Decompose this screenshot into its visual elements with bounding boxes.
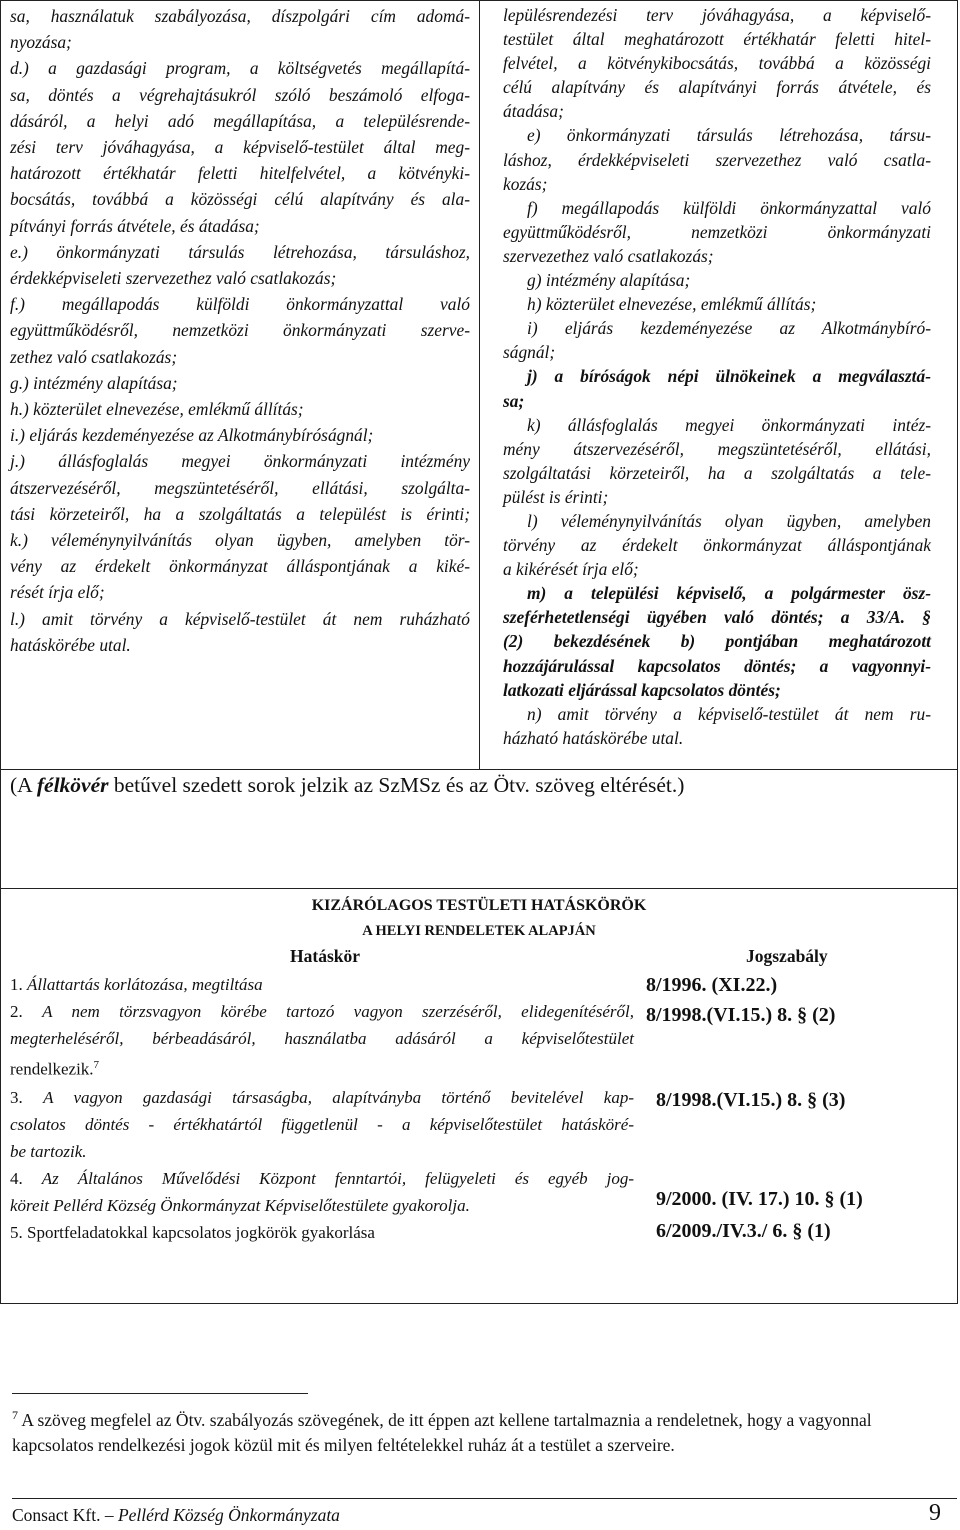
right-line-bold: j) a bíróságok népi ülnökeinek a megválasztá- bbox=[527, 366, 931, 387]
footer-rule bbox=[12, 1498, 957, 1499]
footer-dash: – bbox=[100, 1505, 118, 1525]
footer bbox=[12, 1505, 340, 1526]
left-line: f.) megállapodás külföldi önkormányzattal való bbox=[10, 294, 470, 315]
row-text: A vagyon gazdasági társaságba, alapítványba történő bevitelével kap- bbox=[43, 1088, 635, 1107]
right-line: szervezethez való csatlakozás; bbox=[503, 245, 714, 266]
left-line: k.) véleménynyilvánítás olyan ügyben, amelyben tör- bbox=[10, 530, 470, 551]
row-text-last bbox=[10, 1052, 634, 1083]
footnote-ref[interactable]: 7 bbox=[93, 1059, 100, 1071]
right-line-bold: szeférhetetlenségi ügyében való döntés; a 33/A. § bbox=[503, 607, 931, 628]
left-line: átszervezéséről, megszüntetéséről, ellátási, szolgálta- bbox=[10, 477, 470, 498]
left-line: sa, használatuk szabályozása, díszpolgári cím adomá- bbox=[10, 6, 470, 26]
right-line: pülést is érinti; bbox=[503, 486, 609, 507]
right-line: e) önkormányzati társulás létrehozása, társu- bbox=[527, 125, 931, 146]
note-rest: betűvel szedett sorok jelzik az SzMSz és az Ötv. szöveg eltérését.) bbox=[108, 773, 685, 797]
table-row bbox=[10, 998, 634, 1025]
table-title: KIZÁRÓLAGOS TESTÜLETI HATÁSKÖRÖK bbox=[311, 897, 647, 914]
footnote-separator bbox=[12, 1393, 308, 1394]
right-line-bold: latkozati eljárással kapcsolatos döntés; bbox=[503, 679, 781, 700]
left-line: hatáskörébe utal. bbox=[10, 634, 131, 655]
right-line-bold: hozzájárulással kapcsolatos döntés; a vagyonnyi- bbox=[503, 655, 931, 676]
left-line: együttműködésről, nemzetközi önkormányzati szerve- bbox=[10, 320, 470, 341]
table-row bbox=[10, 1219, 634, 1246]
table-row bbox=[10, 971, 634, 998]
row-text: be tartozik. bbox=[10, 1142, 87, 1161]
note-open: (A bbox=[10, 773, 37, 797]
right-line: ságnál; bbox=[503, 342, 556, 363]
row-text: Az Általános Művelődési Központ fenntartói, felügyeleti és egyéb jog- bbox=[41, 1169, 635, 1188]
row-law: 9/2000. (IV. 17.) 10. § (1) bbox=[656, 1188, 863, 1210]
row-law: 6/2009./IV.3./ 6. § (1) bbox=[656, 1220, 831, 1242]
row-text: rendelkezik. bbox=[10, 1059, 94, 1079]
row-number: 4. bbox=[10, 1169, 42, 1188]
left-column bbox=[10, 3, 470, 658]
row-number: 3. bbox=[10, 1088, 44, 1107]
left-line: érdekképviseleti szervezethez való csatlakozás; bbox=[10, 268, 337, 289]
row-text: Állattartás korlátozása, megtiltása bbox=[27, 975, 263, 994]
left-line: pítványi forrás átvétele, és átadása; bbox=[10, 215, 260, 236]
right-line: lepülésrendezési terv jóváhagyása, a képviselő- bbox=[503, 5, 931, 25]
left-line: zethez való csatlakozás; bbox=[10, 346, 178, 367]
right-line: mény átszervezéséről, megszüntetéséről, ellátási, bbox=[503, 438, 931, 459]
left-line: sa, döntés a végrehajtásukról szóló beszámoló elfoga- bbox=[10, 84, 470, 105]
right-line-bold: sa; bbox=[503, 390, 525, 411]
left-line: tási körzeteiről, ha a szolgáltatás a települést is érinti; bbox=[10, 503, 470, 524]
right-line: k) állásfoglalás megyei önkormányzati intéz- bbox=[527, 414, 931, 435]
left-line: zési terv jóváhagyása, a képviselő-testület által meg- bbox=[10, 137, 470, 158]
left-line: dásáról, a helyi adó megállapítása, a településrende- bbox=[10, 110, 470, 131]
right-line: láshoz, érdekképviseleti szervezethez való csatla- bbox=[503, 149, 931, 170]
right-line: a kikérését írja elő; bbox=[503, 559, 639, 580]
left-line: j.) állásfoglalás megyei önkormányzati intézmény bbox=[10, 451, 470, 472]
right-line: törvény az érdekelt önkormányzat álláspontjának bbox=[503, 535, 931, 556]
right-line: g) intézmény alapítása; bbox=[527, 270, 691, 291]
left-line: rését írja elő; bbox=[10, 582, 105, 603]
right-line: l) véleménynyilvánítás olyan ügyben, amelyben bbox=[527, 510, 931, 531]
left-line: határozott értékhatár feletti hitelfelvétel, a kötvényki- bbox=[10, 163, 470, 184]
footnote-text: A szöveg megfelel az Ötv. szabályozás szövegének, de itt éppen azt kellene tartalmaznia a rendeletnek, hogy a vagyonnal kapcsolatos rendelkezési jogok közül mit és milyen feltételekkel ruház át a testület a szerveire. bbox=[12, 1409, 872, 1455]
row-law: 8/1998.(VI.15.) 8. § (3) bbox=[656, 1089, 846, 1111]
footer-project: Pellérd Község Önkormányzata bbox=[117, 1505, 340, 1525]
right-line: testület által meghatározott értékhatár feletti hitel- bbox=[503, 29, 931, 50]
left-line: h.) közterület elnevezése, emlékmű állítás; bbox=[10, 399, 304, 420]
column-header-law: Jogszabály bbox=[746, 946, 828, 966]
formatting-note bbox=[10, 773, 684, 798]
left-line: g.) intézmény alapítása; bbox=[10, 372, 178, 393]
column-header-competence: Hatáskör bbox=[290, 946, 360, 966]
row-text: A nem törzsvagyon körébe tartozó vagyon szerzéséről, elidegenítéséről, bbox=[42, 1002, 635, 1021]
right-line-bold: (2) bekezdésének b) pontjában meghatározott bbox=[503, 631, 931, 652]
footer-company: Consact Kft. bbox=[12, 1505, 101, 1525]
left-line: d.) a gazdasági program, a költségvetés megállapítá- bbox=[10, 58, 470, 79]
footnote-mark: 7 bbox=[12, 1408, 18, 1422]
page-number: 9 bbox=[929, 1500, 941, 1526]
left-line: bocsátás, továbbá a közösségi célú alapítvány és ala- bbox=[10, 189, 470, 210]
row-law: 8/1998.(VI.15.) 8. § (2) bbox=[646, 1004, 836, 1026]
row-number: 2. bbox=[10, 1002, 43, 1021]
left-line: vény az érdekelt önkormányzat álláspontjának a kiké- bbox=[10, 556, 470, 577]
right-line: f) megállapodás külföldi önkormányzattal való bbox=[527, 197, 931, 218]
right-line: célú alapítvány és alapítványi forrás átvétele, és bbox=[503, 77, 931, 98]
table-row bbox=[10, 1165, 634, 1192]
right-line: házható hatáskörébe utal. bbox=[503, 727, 684, 748]
right-line: együttműködésről, nemzetközi önkormányzati bbox=[503, 221, 931, 242]
table-subtitle: A HELYI RENDELETEK ALAPJÁN bbox=[362, 923, 596, 939]
column-divider bbox=[479, 0, 480, 770]
note-emphasis: félkövér bbox=[36, 773, 109, 797]
left-line: l.) amit törvény a képviselő-testület át nem ruházható bbox=[10, 608, 470, 629]
row-number: 1. bbox=[10, 975, 27, 994]
footnote bbox=[12, 1403, 957, 1458]
right-line: n) amit törvény a képviselő-testület át nem ru- bbox=[527, 703, 931, 724]
row-text: csolatos döntés - értékhatártól függetlenül - a képviselőtestület hatásköré- bbox=[10, 1115, 634, 1134]
row-text: megterheléséről, bérbeadásáról, használatba adásáról a képviselőtestület bbox=[10, 1029, 634, 1048]
right-line: felvétel, a kötvénykibocsátás, továbbá a közösségi bbox=[503, 53, 931, 74]
left-line: nyozása; bbox=[10, 32, 72, 53]
right-column bbox=[503, 3, 931, 750]
right-line: szolgáltatási körzeteiről, ha a szolgáltatás a tele- bbox=[503, 462, 931, 483]
right-line: kozás; bbox=[503, 173, 548, 194]
right-line: i) eljárás kezdeményezése az Alkotmánybíró- bbox=[527, 318, 931, 339]
row-law: 8/1996. (XI.22.) bbox=[646, 974, 778, 996]
left-line: e.) önkormányzati társulás létrehozása, társuláshoz, bbox=[10, 241, 470, 262]
left-line: i.) eljárás kezdeményezése az Alkotmánybíróságnál; bbox=[10, 425, 374, 446]
right-line-bold: m) a települési képviselő, a polgármester ösz- bbox=[527, 583, 931, 604]
row-text: Sportfeladatokkal kapcsolatos jogkörök gyakorlása bbox=[27, 1223, 375, 1242]
row-number: 5. bbox=[10, 1223, 27, 1242]
table-row bbox=[10, 1084, 634, 1111]
right-line: átadása; bbox=[503, 101, 564, 122]
right-line: h) közterület elnevezése, emlékmű állítás; bbox=[527, 294, 817, 315]
row-text: köreit Pellérd Község Önkormányzat Képviselőtestülete gyakorolja. bbox=[10, 1196, 470, 1215]
